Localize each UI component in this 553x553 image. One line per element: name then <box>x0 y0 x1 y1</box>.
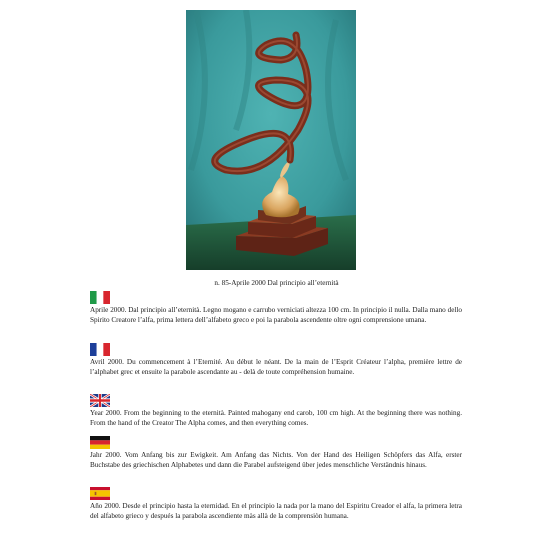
italy-flag-icon <box>90 291 110 304</box>
section-text-french: Avril 2000. Du commencement à l’Eternité. Au début le néant. De la main de l’Esprit Créateur l’alpha, première lettre de l’alphabet grec et ensuite la parabole ascendante au - delà de toute compréhension humaine. <box>90 358 462 376</box>
section-text-italian: Aprile 2000. Dal principio all’eternità. Legno mogano e carrubo verniciati altezza 100 cm. In principio il nulla. Dalla mano dello Spirito Creatore l’alfa, prima lettera dell’alfabeto greco e poi la parabola ascendente oltre ogni comprensione umana. <box>90 306 462 324</box>
section-spanish <box>90 487 462 521</box>
uk-flag-icon <box>90 394 110 407</box>
section-german <box>90 436 462 470</box>
spain-flag-icon <box>90 487 110 500</box>
section-text-spanish: Año 2000. Desde el principio hasta la eternidad. En el principio la nada por la mano del Espiritu Creador el alfa, la primera letra del alfabeto grieco y después la parabola ascendiente màs allà de la comprensiòn humana. <box>90 502 462 520</box>
section-text-german: Jahr 2000. Vom Anfang bis zur Ewigkeit. Am Anfang das Nichts. Von der Hand des Heiligen Schöpfers das Alfa, erster Buchstabe des griechischen Alphabetes und dann die Parabel aufsteigend über jedes menschliche Verständnis hinaus. <box>90 451 462 469</box>
france-flag-icon <box>90 343 110 356</box>
section-english <box>90 394 462 428</box>
germany-flag-icon <box>90 436 110 449</box>
section-italian <box>90 291 462 325</box>
sculpture-photo <box>186 10 356 270</box>
section-text-english: Year 2000. From the beginning to the eternità. Painted mahogany end carob, 100 cm high. At the beginning there was nothing. From the hand of the Creator The Alpha comes, and then everything comes. <box>90 409 462 427</box>
section-french <box>90 343 462 377</box>
photo-caption: n. 85-Aprile 2000 Dal principio all’eternità <box>214 279 339 287</box>
